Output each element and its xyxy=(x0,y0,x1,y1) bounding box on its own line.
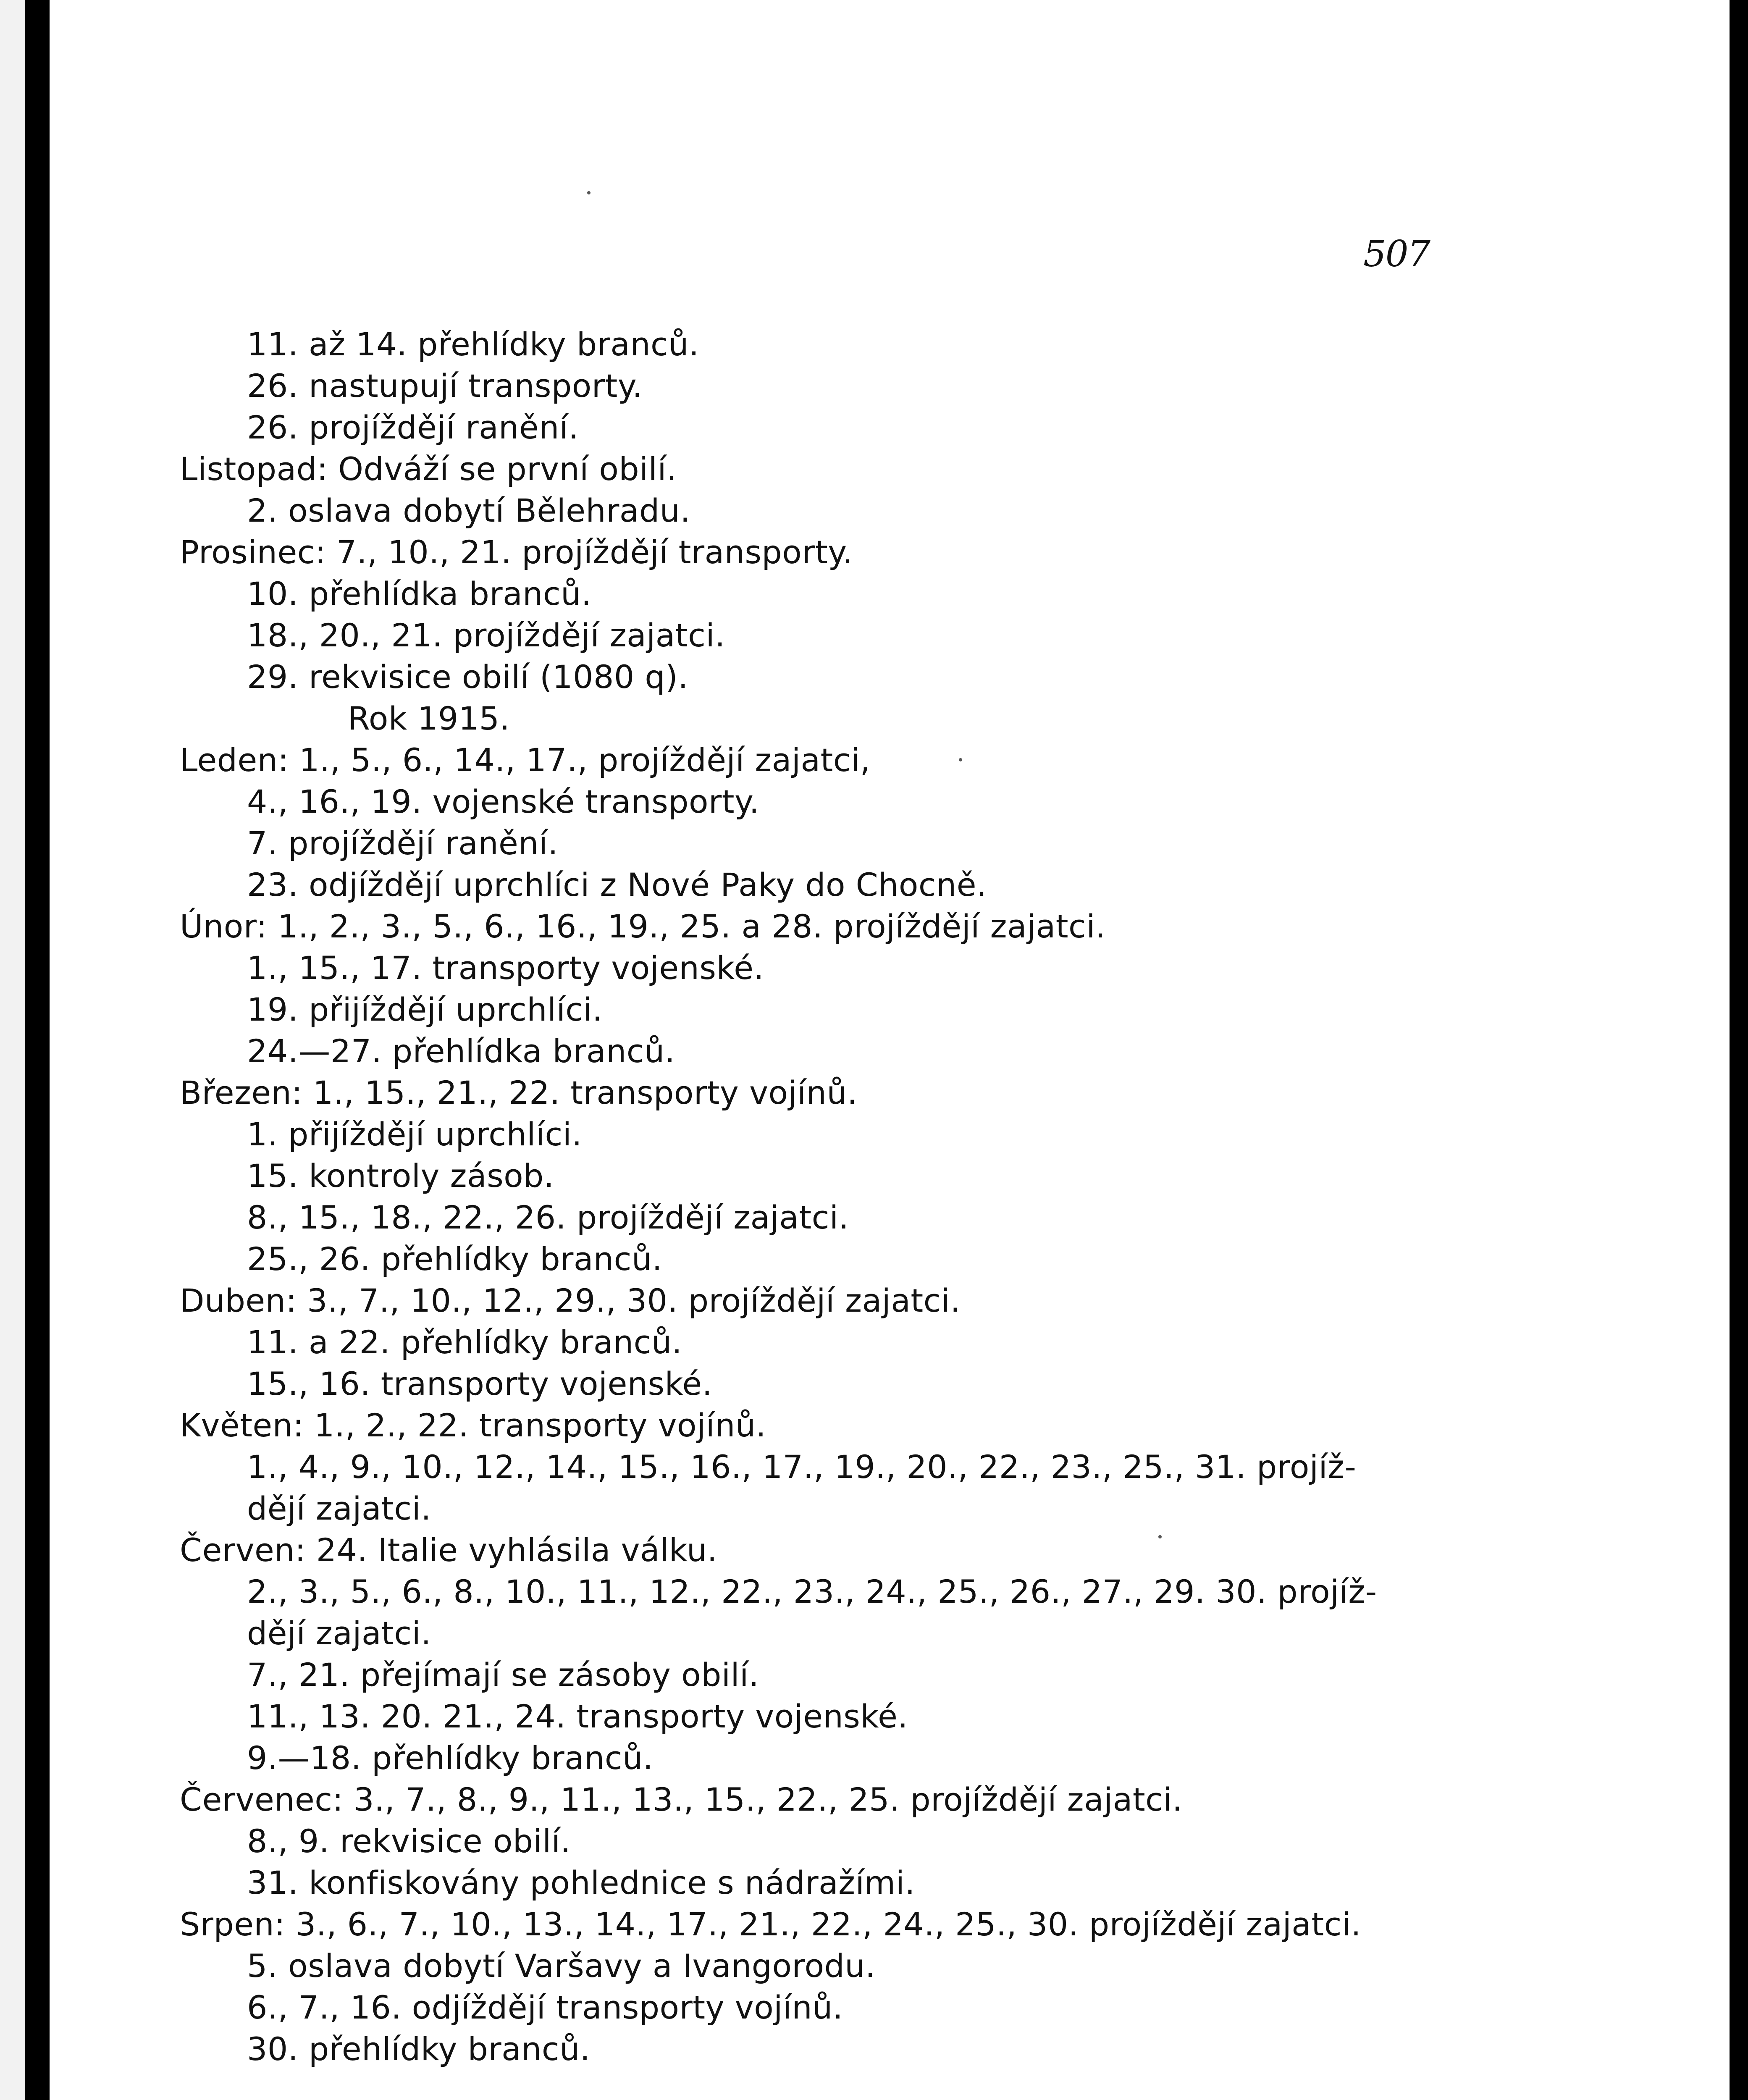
chronicle-line: Únor: 1., 2., 3., 5., 6., 16., 19., 25. a 28. projíždějí zajatci. xyxy=(180,908,1106,945)
chronicle-line: 11. až 14. přehlídky branců. xyxy=(247,326,699,363)
chronicle-line: Květen: 1., 2., 22. transporty vojínů. xyxy=(180,1407,766,1444)
chronicle-line: dějí zajatci. xyxy=(247,1490,431,1527)
chronicle-line: 15. kontroly zásob. xyxy=(247,1157,554,1194)
chronicle-line: 31. konfiskovány pohlednice s nádražími. xyxy=(247,1864,915,1901)
chronicle-line: 29. rekvisice obilí (1080 q). xyxy=(247,658,688,696)
chronicle-line: 24.—27. přehlídka branců. xyxy=(247,1032,675,1070)
chronicle-line: 9.—18. přehlídky branců. xyxy=(247,1739,654,1777)
chronicle-line: 19. přijíždějí uprchlíci. xyxy=(247,991,603,1028)
scan-speck xyxy=(959,758,962,761)
chronicle-line: 15., 16. transporty vojenské. xyxy=(247,1365,713,1402)
chronicle-line: dějí zajatci. xyxy=(247,1614,431,1652)
chronicle-line: Březen: 1., 15., 21., 22. transporty vojínů. xyxy=(180,1074,858,1111)
chronicle-line: 10. přehlídka branců. xyxy=(247,575,592,612)
chronicle-line: 6., 7., 16. odjíždějí transporty vojínů. xyxy=(247,1989,843,2026)
chronicle-line: Leden: 1., 5., 6., 14., 17., projíždějí zajatci, xyxy=(180,741,871,779)
chronicle-line: 1. přijíždějí uprchlíci. xyxy=(247,1116,583,1153)
chronicle-line: 11. a 22. přehlídky branců. xyxy=(247,1323,682,1361)
chronicle-line: 30. přehlídky branců. xyxy=(247,2030,591,2068)
chronicle-line: 4., 16., 19. vojenské transporty. xyxy=(247,783,760,820)
chronicle-line: 18., 20., 21. projíždějí zajatci. xyxy=(247,617,725,654)
chronicle-line: 23. odjíždějí uprchlíci z Nové Paky do Chocně. xyxy=(247,866,987,903)
chronicle-line: Červen: 24. Italie vyhlásila válku. xyxy=(180,1531,718,1569)
page-number: 507 xyxy=(1363,233,1430,275)
chronicle-line: 25., 26. přehlídky branců. xyxy=(247,1240,663,1278)
scan-speck xyxy=(587,191,591,194)
chronicle-line: 1., 4., 9., 10., 12., 14., 15., 16., 17., 19., 20., 22., 23., 25., 31. projíž- xyxy=(247,1448,1357,1486)
chronicle-line: 7. projíždějí ranění. xyxy=(247,824,559,862)
chronicle-line: Prosinec: 7., 10., 21. projíždějí transporty. xyxy=(180,533,853,571)
chronicle-line: Červenec: 3., 7., 8., 9., 11., 13., 15., 22., 25. projíždějí zajatci. xyxy=(180,1781,1183,1818)
chronicle-line: Duben: 3., 7., 10., 12., 29., 30. projíždějí zajatci. xyxy=(180,1282,961,1319)
chronicle-line: Srpen: 3., 6., 7., 10., 13., 14., 17., 21., 22., 24., 25., 30. projíždějí zajatci. xyxy=(180,1906,1362,1943)
chronicle-line: 8., 9. rekvisice obilí. xyxy=(247,1822,571,1860)
chronicle-line: 2. oslava dobytí Bělehradu. xyxy=(247,492,691,529)
chronicle-line: 11., 13. 20. 21., 24. transporty vojenské. xyxy=(247,1698,908,1735)
chronicle-line: Listopad: Odváží se první obilí. xyxy=(180,450,677,488)
chronicle-line: 7., 21. přejímají se zásoby obilí. xyxy=(247,1656,759,1693)
scan-speck xyxy=(1158,1535,1162,1538)
scan-left-margin xyxy=(0,0,25,2100)
chronicle-line: 2., 3., 5., 6., 8., 10., 11., 12., 22., 23., 24., 25., 26., 27., 29. 30. projíž- xyxy=(247,1573,1377,1610)
chronicle-line: 5. oslava dobytí Varšavy a Ivangorodu. xyxy=(247,1947,876,1984)
chronicle-line: 26. projíždějí ranění. xyxy=(247,409,579,446)
book-page xyxy=(50,0,1730,2100)
chronicle-line: 8., 15., 18., 22., 26. projíždějí zajatci. xyxy=(247,1199,849,1236)
chronicle-line: Rok 1915. xyxy=(348,700,510,737)
chronicle-line: 26. nastupují transporty. xyxy=(247,367,643,404)
chronicle-line: 1., 15., 17. transporty vojenské. xyxy=(247,949,764,987)
